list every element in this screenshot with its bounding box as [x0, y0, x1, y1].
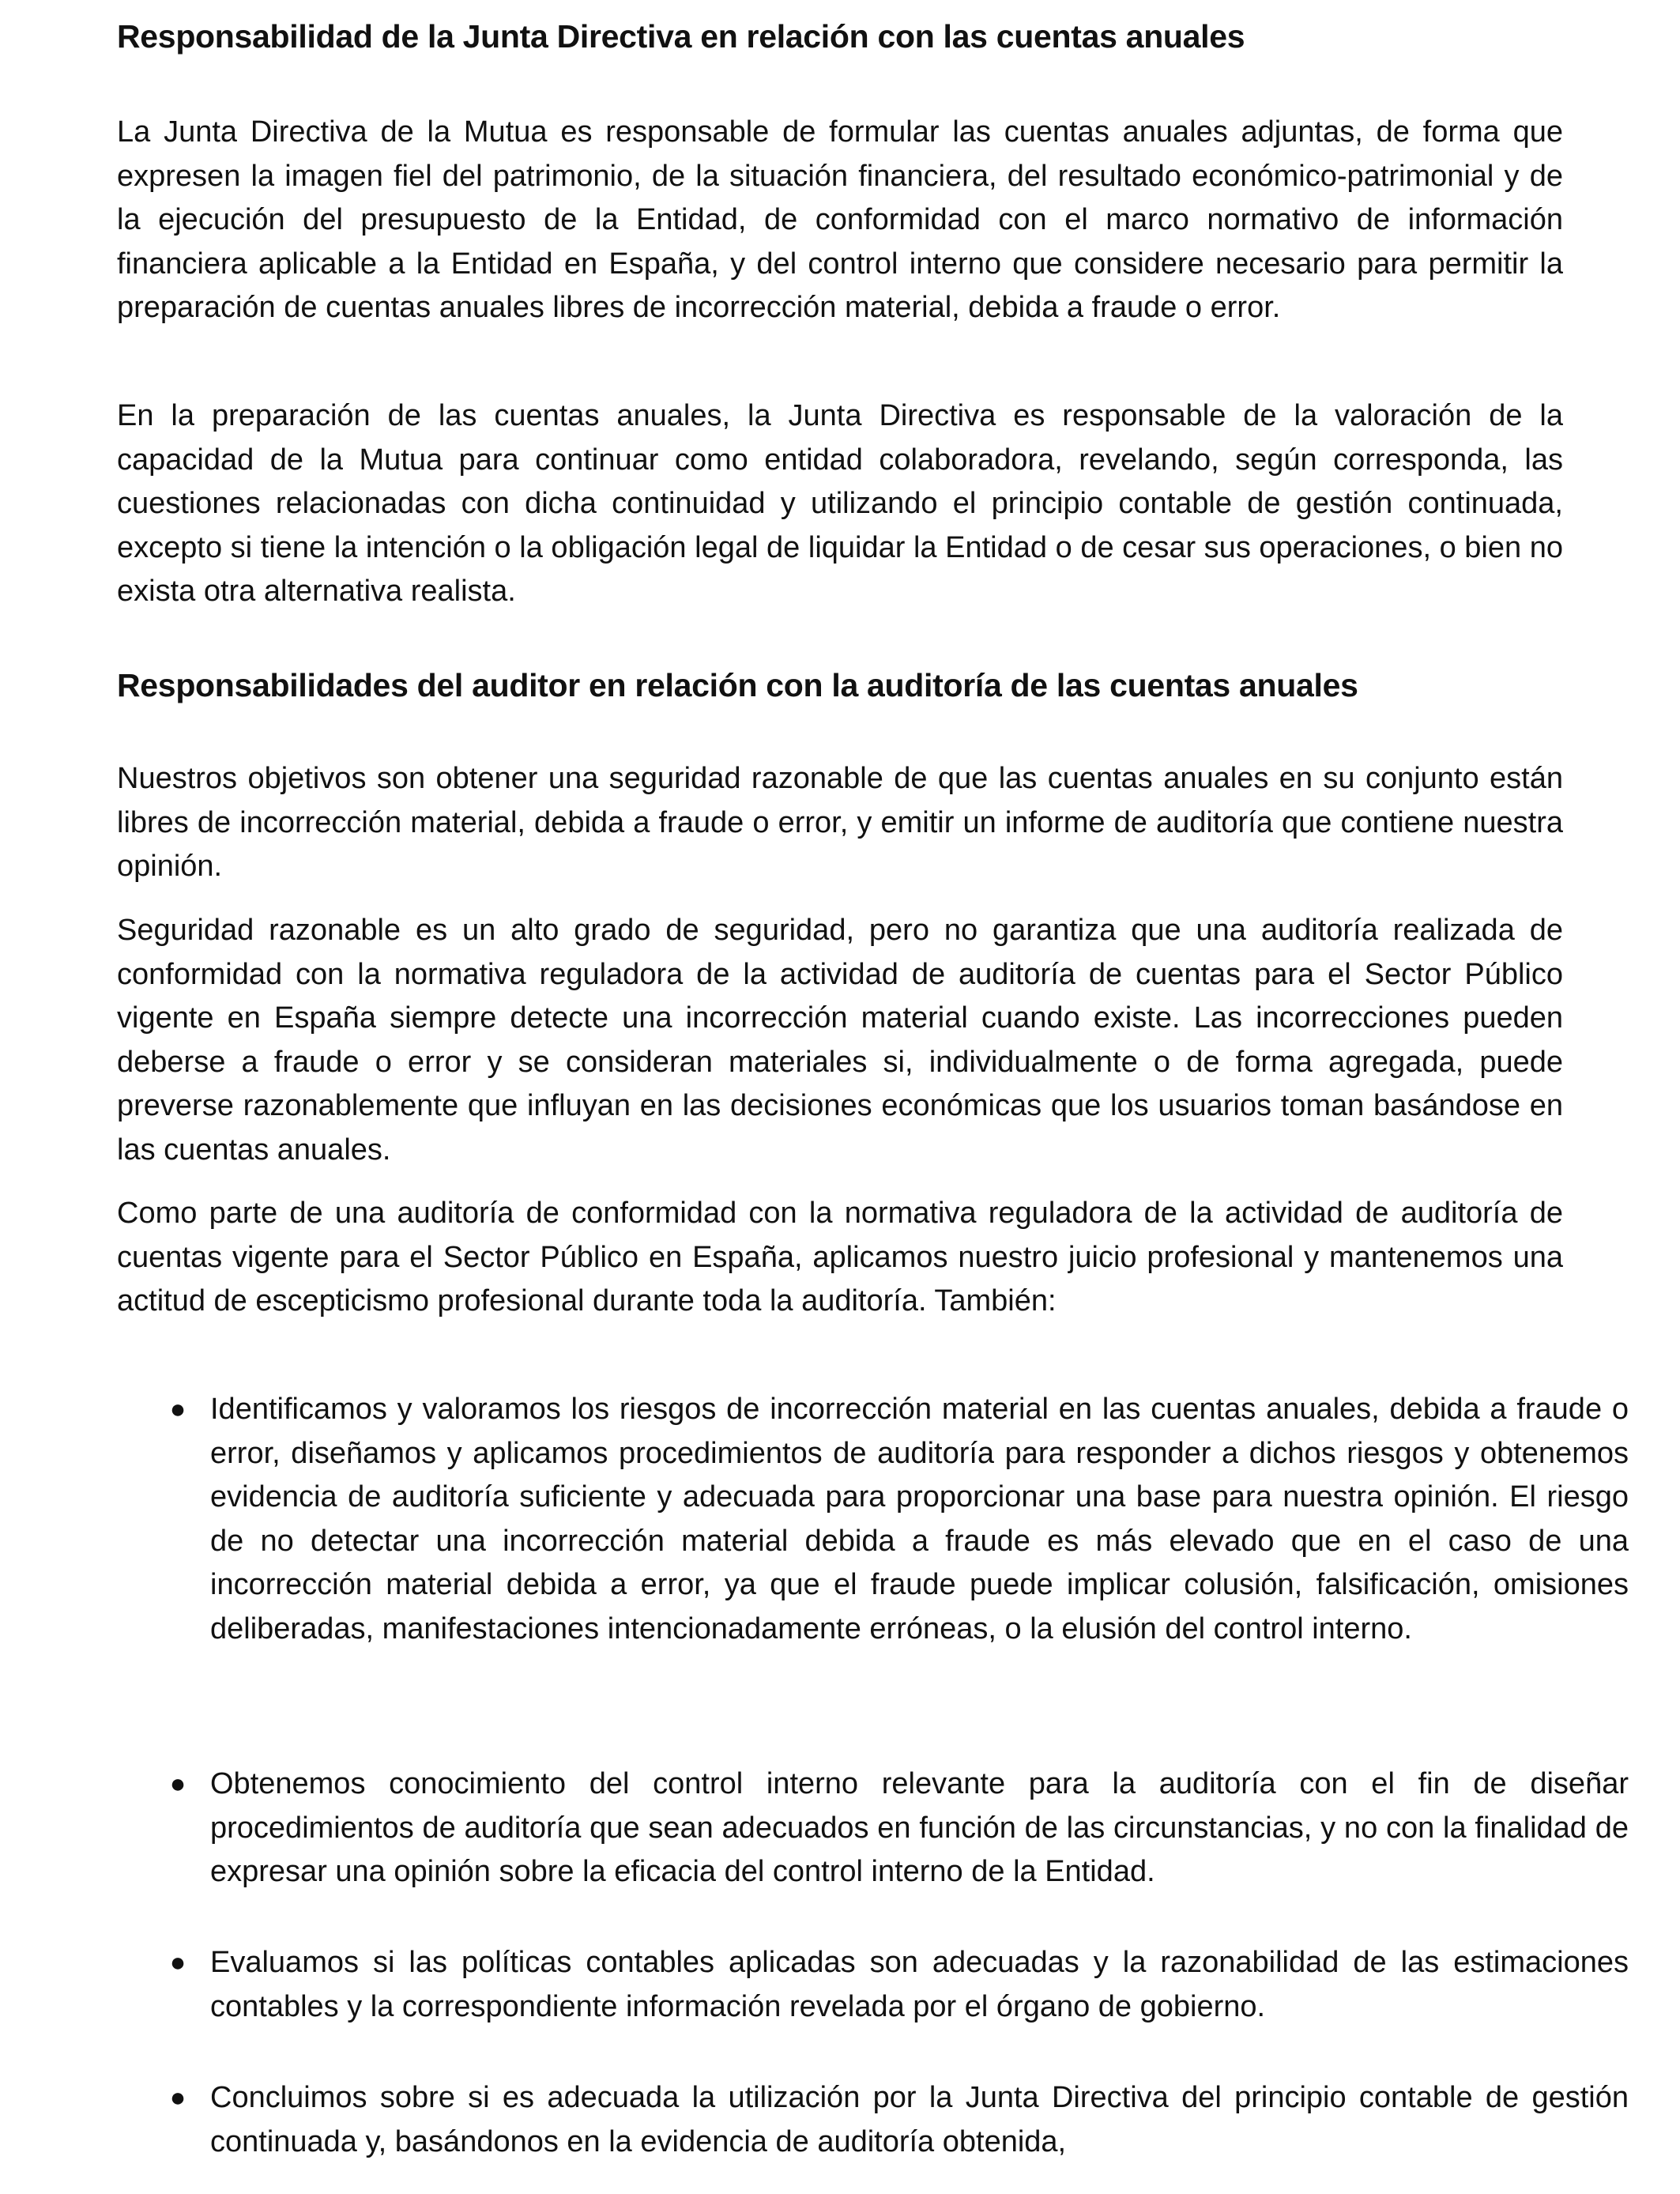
list-item-text: Evaluamos si las políticas contables aplicadas son adecuadas y la razonabilidad de las estimaciones contables y la correspondiente información revelada por el órgano de gobierno.: [210, 1946, 1629, 2023]
bullet-icon: ●: [169, 1947, 186, 1977]
list-item-text: Concluimos sobre si es adecuada la utilización por la Junta Directiva del principio contable de gestión continuada y, basándonos en la evidencia de auditoría obtenida,: [210, 2081, 1629, 2158]
list-item: [117, 2076, 1629, 2164]
bullet-icon: ●: [169, 2083, 186, 2113]
paragraph-auditor-objectives: Nuestros objetivos son obtener una seguridad razonable de que las cuentas anuales en su conjunto están libres de incorrección material, debida a fraude o error, y emitir un informe de auditoría que contiene nuestra opinión.: [117, 762, 1563, 883]
list-item-text: Identificamos y valoramos los riesgos de incorrección material en las cuentas anuales, debida a fraude o error, diseñamos y aplicamos procedimientos de auditoría para responder a dichos riesgos y obtenemos evidencia de auditoría suficiente y adecuada para proporcionar una base para nuestra opinión. El riesgo de no detectar una incorrección material debida a fraude es más elevado que en el caso de una incorrección material debida a error, ya que el fraude puede implicar colusión, falsificación, omisiones deliberadas, manifestaciones intencionadamente erróneas, o la elusión del control interno.: [210, 1393, 1629, 1646]
bullet-icon: ●: [169, 1394, 186, 1424]
paragraph-board-responsibility-1: La Junta Directiva de la Mutua es responsable de formular las cuentas anuales adjuntas, de forma que expresen la imagen fiel del patrimonio, de la situación financiera, del resultado económico-patrimonial y de la ejecución del presupuesto de la Entidad, de conformidad con el marco normativo de información financiera aplicable a la Entidad en España, y del control interno que considere necesario para permitir la preparación de cuentas anuales libres de incorrección material, debida a fraude o error.: [117, 115, 1563, 324]
section-heading-auditor-responsibility: Responsabilidades del auditor en relación con la auditoría de las cuentas anuales: [117, 667, 1358, 703]
list-item-text: Obtenemos conocimiento del control interno relevante para la auditoría con el fin de diseñar procedimientos de auditoría que sean adecuados en función de las circunstancias, y no con la finalidad de expresar una opinión sobre la eficacia del control interno de la Entidad.: [210, 1767, 1629, 1888]
list-item: [117, 1388, 1629, 1646]
section-heading-board-responsibility: Responsabilidad de la Junta Directiva en relación con las cuentas anuales: [117, 18, 1245, 55]
paragraph-reasonable-assurance: Seguridad razonable es un alto grado de seguridad, pero no garantiza que una auditoría realizada de conformidad con la normativa reguladora de la actividad de auditoría de cuentas para el Sector Público vigente en España siempre detecte una incorrección material cuando existe. Las incorrecciones pueden deberse a fraude o error y se consideran materiales si, individualmente o de forma agregada, puede preverse razonablemente que influyan en las decisiones económicas que los usuarios toman basándose en las cuentas anuales.: [117, 914, 1563, 1167]
document-page: [117, 0, 1629, 2194]
list-item: [117, 1762, 1629, 1937]
paragraph-professional-judgement: Como parte de una auditoría de conformidad con la normativa reguladora de la actividad de auditoría de cuentas vigente para el Sector Público en España, aplicamos nuestro juicio profesional y mantenemos una actitud de escepticismo profesional durante toda la auditoría. También:: [117, 1197, 1563, 1318]
audit-procedures-list: [117, 1388, 1629, 2158]
bullet-icon: ●: [169, 1769, 186, 1799]
paragraph-board-responsibility-2: En la preparación de las cuentas anuales, la Junta Directiva es responsable de la valoración de la capacidad de la Mutua para continuar como entidad colaboradora, revelando, según corresponda, las cuestiones relacionadas con dicha continuidad y utilizando el principio contable de gestión continuada, excepto si tiene la intención o la obligación legal de liquidar la Entidad o de cesar sus operaciones, o bien no exista otra alternativa realista.: [117, 399, 1563, 608]
list-item: [117, 1941, 1629, 2029]
